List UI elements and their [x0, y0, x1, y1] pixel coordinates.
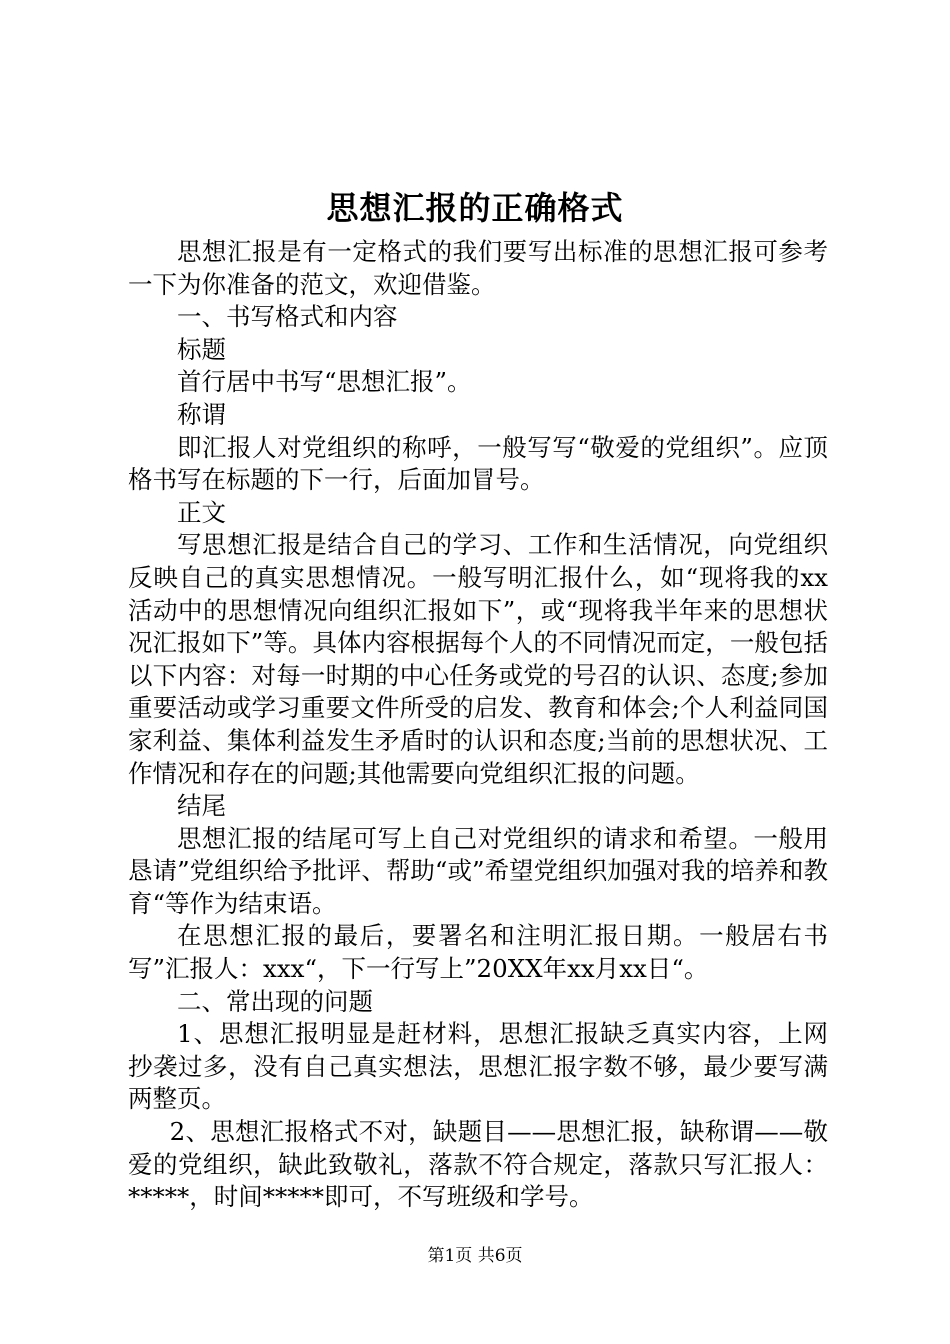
intro-paragraph: 思想汇报是有一定格式的我们要写出标准的思想汇报可参考一下为你准备的范文，欢迎借鉴。 [128, 237, 828, 299]
salutation-description: 即汇报人对党组织的称呼，一般写写“敬爱的党组织”。应顶格书写在标题的下一行，后面加冒号。 [128, 432, 828, 495]
problem-item-2: 2、思想汇报格式不对，缺题目——思想汇报，缺称谓——敬爱的党组织，缺此致敬礼，落款不符合规定，落款只写汇报人：*****，时间*****即可，不写班级和学号。 [128, 1117, 828, 1212]
subheading-body: 正文 [177, 497, 226, 527]
document-body [128, 236, 828, 1214]
ending-description: 思想汇报的结尾可写上自己对党组织的请求和希望。一般用恳请”党组织给予批评、帮助“或”希望党组织加强对我的培养和教育“等作为结束语。 [128, 823, 828, 918]
subheading-ending: 结尾 [177, 791, 226, 821]
subheading-salutation: 称谓 [177, 399, 226, 429]
document-title: 思想汇报的正确格式 [326, 189, 624, 227]
subheading-title: 标题 [177, 334, 226, 364]
section-heading-problems: 二、常出现的问题 [177, 986, 373, 1016]
problem-item-1: 1、思想汇报明显是赶材料，思想汇报缺乏真实内容，上网抄袭过多，没有自己真实想法，思想汇报字数不够，最少要写满两整页。 [128, 1019, 828, 1114]
page-footer: 第1页 共6页 [427, 1246, 523, 1266]
title-description: 首行居中书写“思想汇报”。 [177, 367, 472, 397]
section-heading-format: 一、书写格式和内容 [177, 302, 398, 332]
body-description: 写思想汇报是结合自己的学习、工作和生活情况，向党组织反映自己的真实思想情况。一般写明汇报什么，如“现将我的xx活动中的思想情况向组织汇报如下”，或“现将我半年来的思想状况汇报如下”等。具体内容根据每个人的不同情况而定，一般包括以下内容：对每一时期的中心任务或党的号召的认识、态度;参加重要活动或学习重要文件所受的启发、教育和体会;个人利益同国家利益、集体利益发生矛盾时的认识和态度;当前的思想状况、工作情况和存在的问题;其他需要向党组织汇报的问题。 [128, 530, 828, 788]
signature-description: 在思想汇报的最后，要署名和注明汇报日期。一般居右书写”汇报人：xxx“，下一行写上”20XX年xx月xx日“。 [128, 921, 828, 984]
